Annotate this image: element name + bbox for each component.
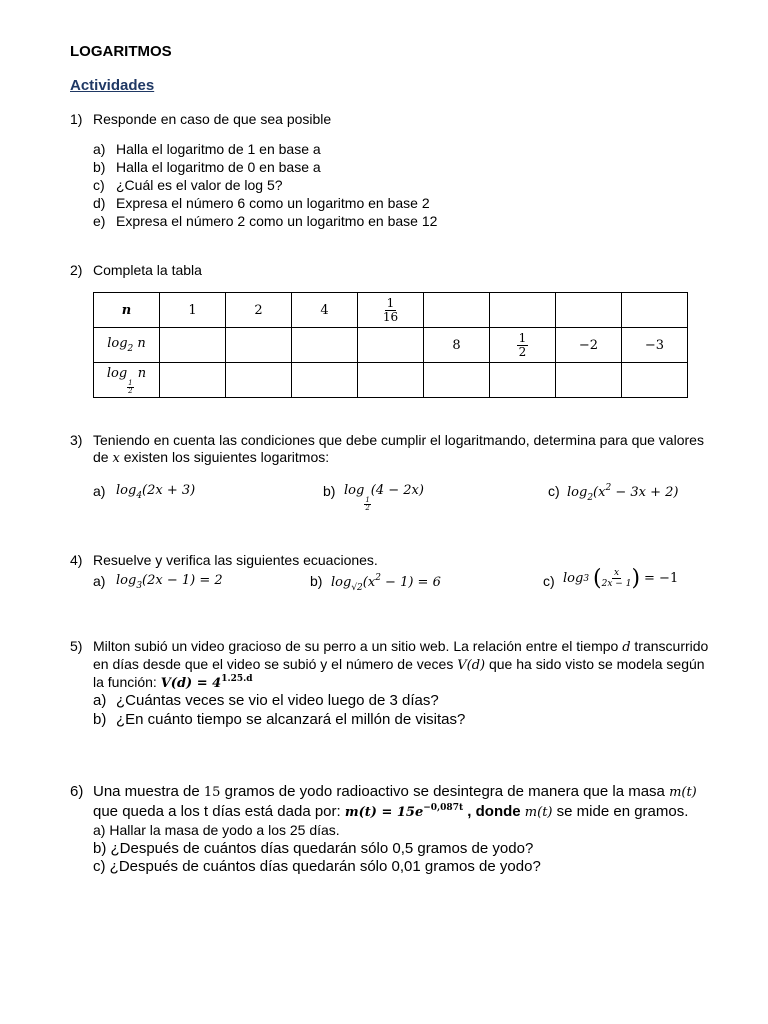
log-text: log	[567, 485, 588, 500]
q5-b-text: ¿En cuánto tiempo se alcanzará el millón de visitas?	[116, 711, 466, 728]
table-cell	[358, 328, 424, 363]
q1-text: Responde en caso de que sea posible	[93, 111, 332, 127]
table-cell	[358, 293, 424, 328]
table-cell	[622, 293, 688, 328]
fraction-numerator: 1	[386, 295, 395, 310]
math-var: m(t)	[669, 785, 697, 800]
log-text: log	[344, 483, 365, 498]
table-cell	[424, 363, 490, 398]
q5-a-text: ¿Cuántas veces se vio el video luego de 3 días?	[116, 692, 439, 709]
paren-open: (	[593, 566, 602, 591]
q1-item-label: c)	[93, 177, 105, 193]
text: que ha sido visto se modela según	[488, 656, 705, 672]
q2-text: Completa la tabla	[93, 262, 202, 278]
q5-number: 5)	[70, 638, 83, 654]
table-cell	[226, 363, 292, 398]
q1-item-text: Expresa el número 2 como un logaritmo en base 12	[116, 213, 438, 229]
text: Una muestra de	[93, 783, 200, 800]
q2-number: 2)	[70, 262, 83, 278]
q4-a-expr	[116, 573, 223, 591]
log-base: 3	[136, 581, 143, 591]
q1-item-label: d)	[93, 195, 106, 211]
fraction-numerator: 1	[518, 330, 527, 345]
q1-item-label: e)	[93, 213, 106, 229]
q1-item-text: Halla el logaritmo de 1 en base a	[116, 141, 321, 157]
exponent: 2	[375, 573, 381, 583]
math-var: x	[112, 451, 120, 466]
log-text: log	[563, 571, 584, 586]
text: gramos de yodo radioactivo se desintegra de manera que la masa	[224, 783, 665, 800]
table-header-log-half	[94, 363, 160, 398]
q3-line1: Teniendo en cuenta las condiciones que debe cumplir el logaritmando, determina para que valores	[93, 432, 704, 448]
table-cell	[160, 363, 226, 398]
q5-a-label: a)	[93, 692, 107, 709]
q3-c-expr	[567, 483, 678, 503]
log-text: log	[116, 573, 137, 588]
table-cell	[556, 363, 622, 398]
q5-b-label: b)	[93, 711, 107, 728]
log-arg: (x	[362, 575, 376, 590]
log-table	[93, 292, 688, 398]
q6-b-text: b) ¿Después de cuántos días quedarán sólo 0,5 gramos de yodo?	[93, 840, 534, 857]
log-arg: (2x − 1) = 2	[142, 573, 223, 588]
table-cell	[160, 328, 226, 363]
table-cell: 1	[160, 293, 226, 328]
table-cell	[622, 363, 688, 398]
q5-line1	[93, 638, 708, 655]
table-row	[94, 363, 688, 398]
table-header-n: n	[94, 293, 160, 328]
log-base-fraction	[364, 497, 370, 512]
table-header-log2	[94, 328, 160, 363]
fraction-numerator: 1	[128, 378, 133, 387]
table-cell: −2	[556, 328, 622, 363]
q1-item-label: a)	[93, 141, 106, 157]
log-arg: (x	[593, 485, 606, 500]
q5-line2	[93, 656, 705, 673]
q6-a-text: a) Hallar la masa de yodo a los 25 días.	[93, 822, 340, 838]
log-base: 2	[587, 493, 594, 503]
text: que queda a los t días está dada por:	[93, 803, 341, 820]
fraction-numerator: 1	[365, 496, 370, 504]
table-cell	[556, 293, 622, 328]
table-row	[94, 328, 688, 363]
math-var: m(t)	[524, 805, 553, 820]
text: existen los siguientes logaritmos:	[123, 449, 330, 465]
math-var: d	[622, 640, 631, 655]
q3-b-label: b)	[323, 483, 336, 499]
text: Milton subió un video gracioso de su perro a un sitio web. La relación entre el tiempo	[93, 638, 619, 654]
q3-c-label: c)	[548, 483, 560, 499]
q4-text: Resuelve y verifica las siguientes ecuaciones.	[93, 552, 378, 568]
log-var: n	[137, 365, 147, 381]
log-text: log	[107, 336, 128, 351]
table-row	[94, 293, 688, 328]
q6-c-text: c) ¿Después de cuántos días quedarán sólo 0,01 gramos de yodo?	[93, 858, 541, 875]
page-title: LOGARITMOS	[70, 43, 172, 60]
table-cell: 4	[292, 293, 358, 328]
q3-b-expr	[344, 483, 424, 512]
table-cell	[490, 363, 556, 398]
fraction	[517, 332, 529, 359]
text: en días desde que el video se subió y el número de veces	[93, 656, 454, 672]
table-cell	[358, 363, 424, 398]
table-cell: 2	[226, 293, 292, 328]
log-arg: (2x + 3)	[142, 483, 196, 498]
text: , donde	[467, 803, 521, 820]
text: la función:	[93, 674, 157, 690]
log-base: 2	[127, 344, 134, 354]
function-expr: m(t) = 15e	[344, 805, 424, 820]
function-expr: V(d) = 4	[160, 676, 222, 691]
log-base: √2	[351, 583, 363, 593]
log-arg: (4 − 2x)	[370, 483, 424, 498]
table-cell	[226, 328, 292, 363]
exponent: −0,087t	[423, 803, 464, 813]
exponent: 1.25.d	[221, 674, 253, 684]
table-cell	[424, 293, 490, 328]
text: de	[93, 449, 109, 465]
log-arg: − 1) = 6	[380, 575, 441, 590]
q1-item-text: ¿Cuál es el valor de log 5?	[116, 177, 283, 193]
q4-a-label: a)	[93, 573, 106, 589]
fraction-numerator: x	[614, 568, 620, 578]
q1-item-text: Expresa el número 6 como un logaritmo en base 2	[116, 195, 430, 211]
log-arg: − 3x + 2)	[611, 485, 679, 500]
fraction-denominator: 2	[128, 386, 133, 395]
fraction-denominator: 2	[518, 344, 527, 359]
table-cell: −3	[622, 328, 688, 363]
log-var: n	[137, 336, 146, 351]
q1-number: 1)	[70, 111, 83, 127]
log-text: log	[116, 483, 137, 498]
log-base: 4	[136, 491, 143, 501]
q5-line3	[93, 674, 253, 691]
q6-line2	[93, 803, 688, 820]
q6-line1	[93, 783, 697, 800]
fraction-denominator: 2x − 1	[601, 579, 632, 589]
equation-rhs: = −1	[644, 571, 679, 586]
q4-c-label: c)	[543, 573, 555, 589]
q4-b-label: b)	[310, 573, 323, 589]
text: transcurrido	[634, 638, 709, 654]
paren-close: )	[631, 566, 641, 591]
q4-b-expr	[331, 573, 441, 593]
table-cell: 8	[424, 328, 490, 363]
q3-a-label: a)	[93, 483, 106, 499]
table-cell	[292, 363, 358, 398]
q4-c-expr	[563, 566, 678, 591]
math-var: V(d)	[457, 658, 486, 673]
table-cell	[490, 328, 556, 363]
fraction-denominator: 16	[382, 309, 399, 324]
fraction-denominator: 2	[365, 504, 370, 512]
q3-line2	[93, 449, 329, 466]
table-cell	[292, 328, 358, 363]
q3-a-expr	[116, 483, 195, 501]
exponent: 2	[605, 483, 612, 493]
log-text: log	[331, 575, 352, 590]
q1-item-label: b)	[93, 159, 106, 175]
q4-number: 4)	[70, 552, 83, 568]
log-base-fraction	[127, 380, 133, 395]
table-cell	[490, 293, 556, 328]
q6-number: 6)	[70, 783, 84, 800]
log-text: log	[106, 365, 128, 381]
section-subtitle: Actividades	[70, 77, 155, 94]
fraction	[383, 297, 398, 324]
math-number: 15	[203, 785, 221, 800]
text: se mide en gramos.	[556, 803, 689, 820]
q1-item-text: Halla el logaritmo de 0 en base a	[116, 159, 321, 175]
log-base: 3	[583, 573, 590, 584]
q3-number: 3)	[70, 432, 83, 448]
fraction	[602, 568, 632, 589]
